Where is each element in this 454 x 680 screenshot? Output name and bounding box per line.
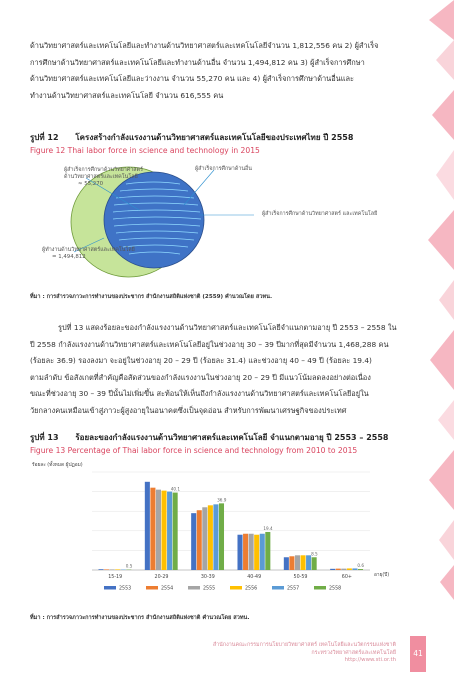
chart-bars xyxy=(98,482,363,570)
x-tick-label: 50-59 xyxy=(293,575,308,580)
bar-2555-40-49 xyxy=(249,534,254,570)
x-tick-label: 40-49 xyxy=(247,575,262,580)
bar-2555-50-59 xyxy=(295,555,300,570)
figure13-bar-chart xyxy=(30,458,410,608)
bar-2556-20-29 xyxy=(162,491,167,570)
bar-2557-40-49 xyxy=(260,534,265,570)
legend-label: 2556 xyxy=(245,586,258,592)
legend-swatch-2558 xyxy=(314,586,326,590)
footer-url: http://www.sti.or.th xyxy=(344,657,396,663)
bar-2558-20-29 xyxy=(173,493,178,570)
y-axis-label: ร้อยละ (ทั้งหมด ผู้ปฏอม) xyxy=(32,463,83,468)
figure13-title-en: Figure 13 Percentage of Thai labor force in science and technology from 2010 to 2015 xyxy=(30,446,358,455)
bar-2556-30-39 xyxy=(208,505,213,570)
figure13-number: รูปที่ 13 xyxy=(30,433,59,442)
bar-2554-30-39 xyxy=(197,510,202,570)
x-tick-label: 60+ xyxy=(341,575,352,580)
legend-swatch-2557 xyxy=(272,586,284,590)
footer-ministry: กระทรวงวิทยาศาสตร์และเทคโนโลยี xyxy=(311,649,396,656)
bar-2554-20-29 xyxy=(150,488,155,570)
bar-2556-40-49 xyxy=(254,535,259,570)
legend-swatch-2556 xyxy=(230,586,242,590)
legend-swatch-2555 xyxy=(188,586,200,590)
x-tick-label: 30-39 xyxy=(200,575,215,580)
venn-annotation: = 1,494,812 xyxy=(52,254,86,260)
legend-label: 2555 xyxy=(203,586,216,592)
text-line: ทำงานด้านวิทยาศาสตร์และเทคโนโลยี จำนวน 616,555 คน xyxy=(30,90,224,100)
footer xyxy=(213,642,396,665)
bar-2554-15-19 xyxy=(104,569,109,570)
bar-2553-40-49 xyxy=(237,535,242,570)
figure12-number: รูปที่ 12 xyxy=(30,133,59,142)
data-label: 40.1 xyxy=(170,486,181,492)
text-line: วัยกลางคนเหมือนเข้าสู่ภาวะผู้สูงอายุในอนาคตซึ่งเป็นจุดอ่อน สำหรับการพัฒนาเศรษฐกิจของประเทศ xyxy=(30,405,347,415)
x-tick-labels xyxy=(108,574,352,580)
data-label: 36.9 xyxy=(217,497,227,503)
venn-annotation: ด้านวิทยาศาสตร์และเทคโนโลยี xyxy=(64,174,138,180)
bar-2557-60+ xyxy=(352,568,357,570)
venn-annotation: ≈ 55,270 xyxy=(78,181,104,187)
text-line: การศึกษาด้านวิทยาศาสตร์และเทคโนโลยีและทำงานด้านอื่น จำนวน 1,494,812 คน 3) ผู้สำเร็จการศึกษา xyxy=(30,57,365,67)
legend-label: 2554 xyxy=(161,586,174,592)
figure13-title-th xyxy=(30,431,388,444)
venn-annotation: ผู้สำเร็จการศึกษาด้านวิทยาศาสตร์ และเทคโนโลยี xyxy=(262,211,378,217)
bar-2556-60+ xyxy=(347,568,352,570)
figure12-caption: โครงสร้างกำลังแรงงานด้านวิทยาศาสตร์และเทคโนโลยีของประเทศไทย ปี 2558 xyxy=(75,133,354,142)
text-line: ปี 2558 กำลังแรงงานด้านวิทยาศาสตร์และเทคโนโลยีอยู่ในช่วงอายุ 30 – 39 ปีมากที่สุดมีจำนวน 1,468,288 คน xyxy=(30,339,389,349)
legend-swatch-2553 xyxy=(104,586,116,590)
legend-swatch-2554 xyxy=(146,586,158,590)
text-line: รูปที่ 13 แสดงร้อยละของกำลังแรงงานด้านวิทยาศาสตร์และเทคโนโลยีจำแนกตามอายุ ปี 2553 – 2558 ใน xyxy=(58,323,397,332)
bar-2557-50-59 xyxy=(306,555,311,570)
venn-annotation: ผู้ทำงานด้านวิทยาศาสตร์และเทคโนโลยี xyxy=(42,247,135,253)
legend-label: 2558 xyxy=(329,586,342,592)
bar-2554-40-49 xyxy=(243,534,248,570)
bar-2557-30-39 xyxy=(213,504,218,570)
footer-org: สำนักงานคณะกรรมการนโยบายวิทยาศาสตร์ เทคโนโลยีและนวัตกรรมแห่งชาติ xyxy=(212,642,396,648)
bar-2553-30-39 xyxy=(191,513,196,570)
text-line: ขณะที่ช่วงอายุ 30 – 39 ปีนั้นไม่เพิ่มขึ้น สะท้อนให้เห็นถึงกำลังแรงงานด้านวิทยาศาสตร์และเทคโนโลยีอยู่ใน xyxy=(30,389,369,398)
bar-2554-60+ xyxy=(336,569,341,570)
figure12-source: ที่มา : การสำรวจภาวะการทำงานของประชากร สำนักงานสถิติแห่งชาติ (2559) คำนวณโดย สวทน. xyxy=(30,294,273,300)
text-line: ด้านวิทยาศาสตร์และเทคโนโลยีและทำงานด้านวิทยาศาสตร์และเทคโนโลยีจำนวน 1,812,556 คน 2) ผู้สำเร็จ xyxy=(30,41,379,50)
x-tick-label: 15-19 xyxy=(108,575,123,580)
bar-2555-30-39 xyxy=(202,507,207,570)
bar-2555-20-29 xyxy=(156,490,161,570)
bar-2553-15-19 xyxy=(98,569,103,570)
decorative-triangles xyxy=(414,0,454,600)
figure12-title-th xyxy=(30,131,353,144)
data-label: 8.5 xyxy=(311,551,318,557)
venn-annotation: ผู้สำเร็จการศึกษาด้านอื่น xyxy=(195,166,252,172)
text-line: ด้านวิทยาศาสตร์และเทคโนโลยีและว่างงาน จำนวน 55,270 คน และ 4) ผู้สำเร็จการศึกษาด้านอื่นและ xyxy=(30,74,354,83)
bar-2556-15-19 xyxy=(115,569,120,570)
bar-2558-50-59 xyxy=(312,557,317,570)
figure13-source: ที่มา : การสำรวจภาวะการทำงานของประชากร สำนักงานสถิติแห่งชาติ คำนวณโดย สวทน. xyxy=(30,615,250,621)
figure12-title-en: Figure 12 Thai labor force in science and technology in 2015 xyxy=(30,146,260,155)
data-label: 0.6 xyxy=(357,563,365,569)
text-line: ตามลำดับ ข้อสังเกตที่สำคัญคือสัดส่วนของกำลังแรงงานในช่วงอายุ 20 – 29 ปี มีแนวโน้มลดลงอย่างต่อเนื่อง xyxy=(30,372,371,382)
bar-2555-60+ xyxy=(341,569,346,570)
chart-legend xyxy=(104,586,341,592)
bar-2553-20-29 xyxy=(145,482,150,570)
venn-annotation: ผู้สำเร็จการศึกษาด้านวิทยาศาสตร์ xyxy=(64,167,143,173)
legend-label: 2557 xyxy=(287,586,300,592)
x-tick-label: 20-29 xyxy=(154,575,169,580)
text-line: (ร้อยละ 36.9) รองลงมา จะอยู่ในช่วงอายุ 20 – 29 ปี (ร้อยละ 31.4) และช่วงอายุ 40 – 49 ปี (ร้อยละ 19.4) xyxy=(30,356,372,365)
paragraph-intro xyxy=(30,38,410,104)
bar-2556-50-59 xyxy=(301,555,306,570)
data-label: 0.5 xyxy=(125,563,133,569)
bar-2558-40-49 xyxy=(265,532,270,570)
bar-2555-15-19 xyxy=(110,569,115,570)
bar-2558-30-39 xyxy=(219,503,224,570)
x-axis-label: อายุ(ปี) xyxy=(374,573,390,578)
chart-gridlines xyxy=(92,472,370,570)
data-label: 19.4 xyxy=(263,525,273,531)
paragraph-analysis xyxy=(30,320,410,419)
bar-2553-50-59 xyxy=(284,557,289,570)
bar-2553-60+ xyxy=(330,569,335,570)
bar-2558-60+ xyxy=(358,569,363,570)
legend-label: 2553 xyxy=(119,586,132,592)
bar-2554-50-59 xyxy=(289,556,294,570)
figure13-caption: ร้อยละของกำลังแรงงานด้านวิทยาศาสตร์และเทคโนโลยี จำแนกตามอายุ ปี 2553 – 2558 xyxy=(75,433,389,442)
page-number: 41 xyxy=(410,636,426,672)
bar-2557-20-29 xyxy=(167,492,172,570)
